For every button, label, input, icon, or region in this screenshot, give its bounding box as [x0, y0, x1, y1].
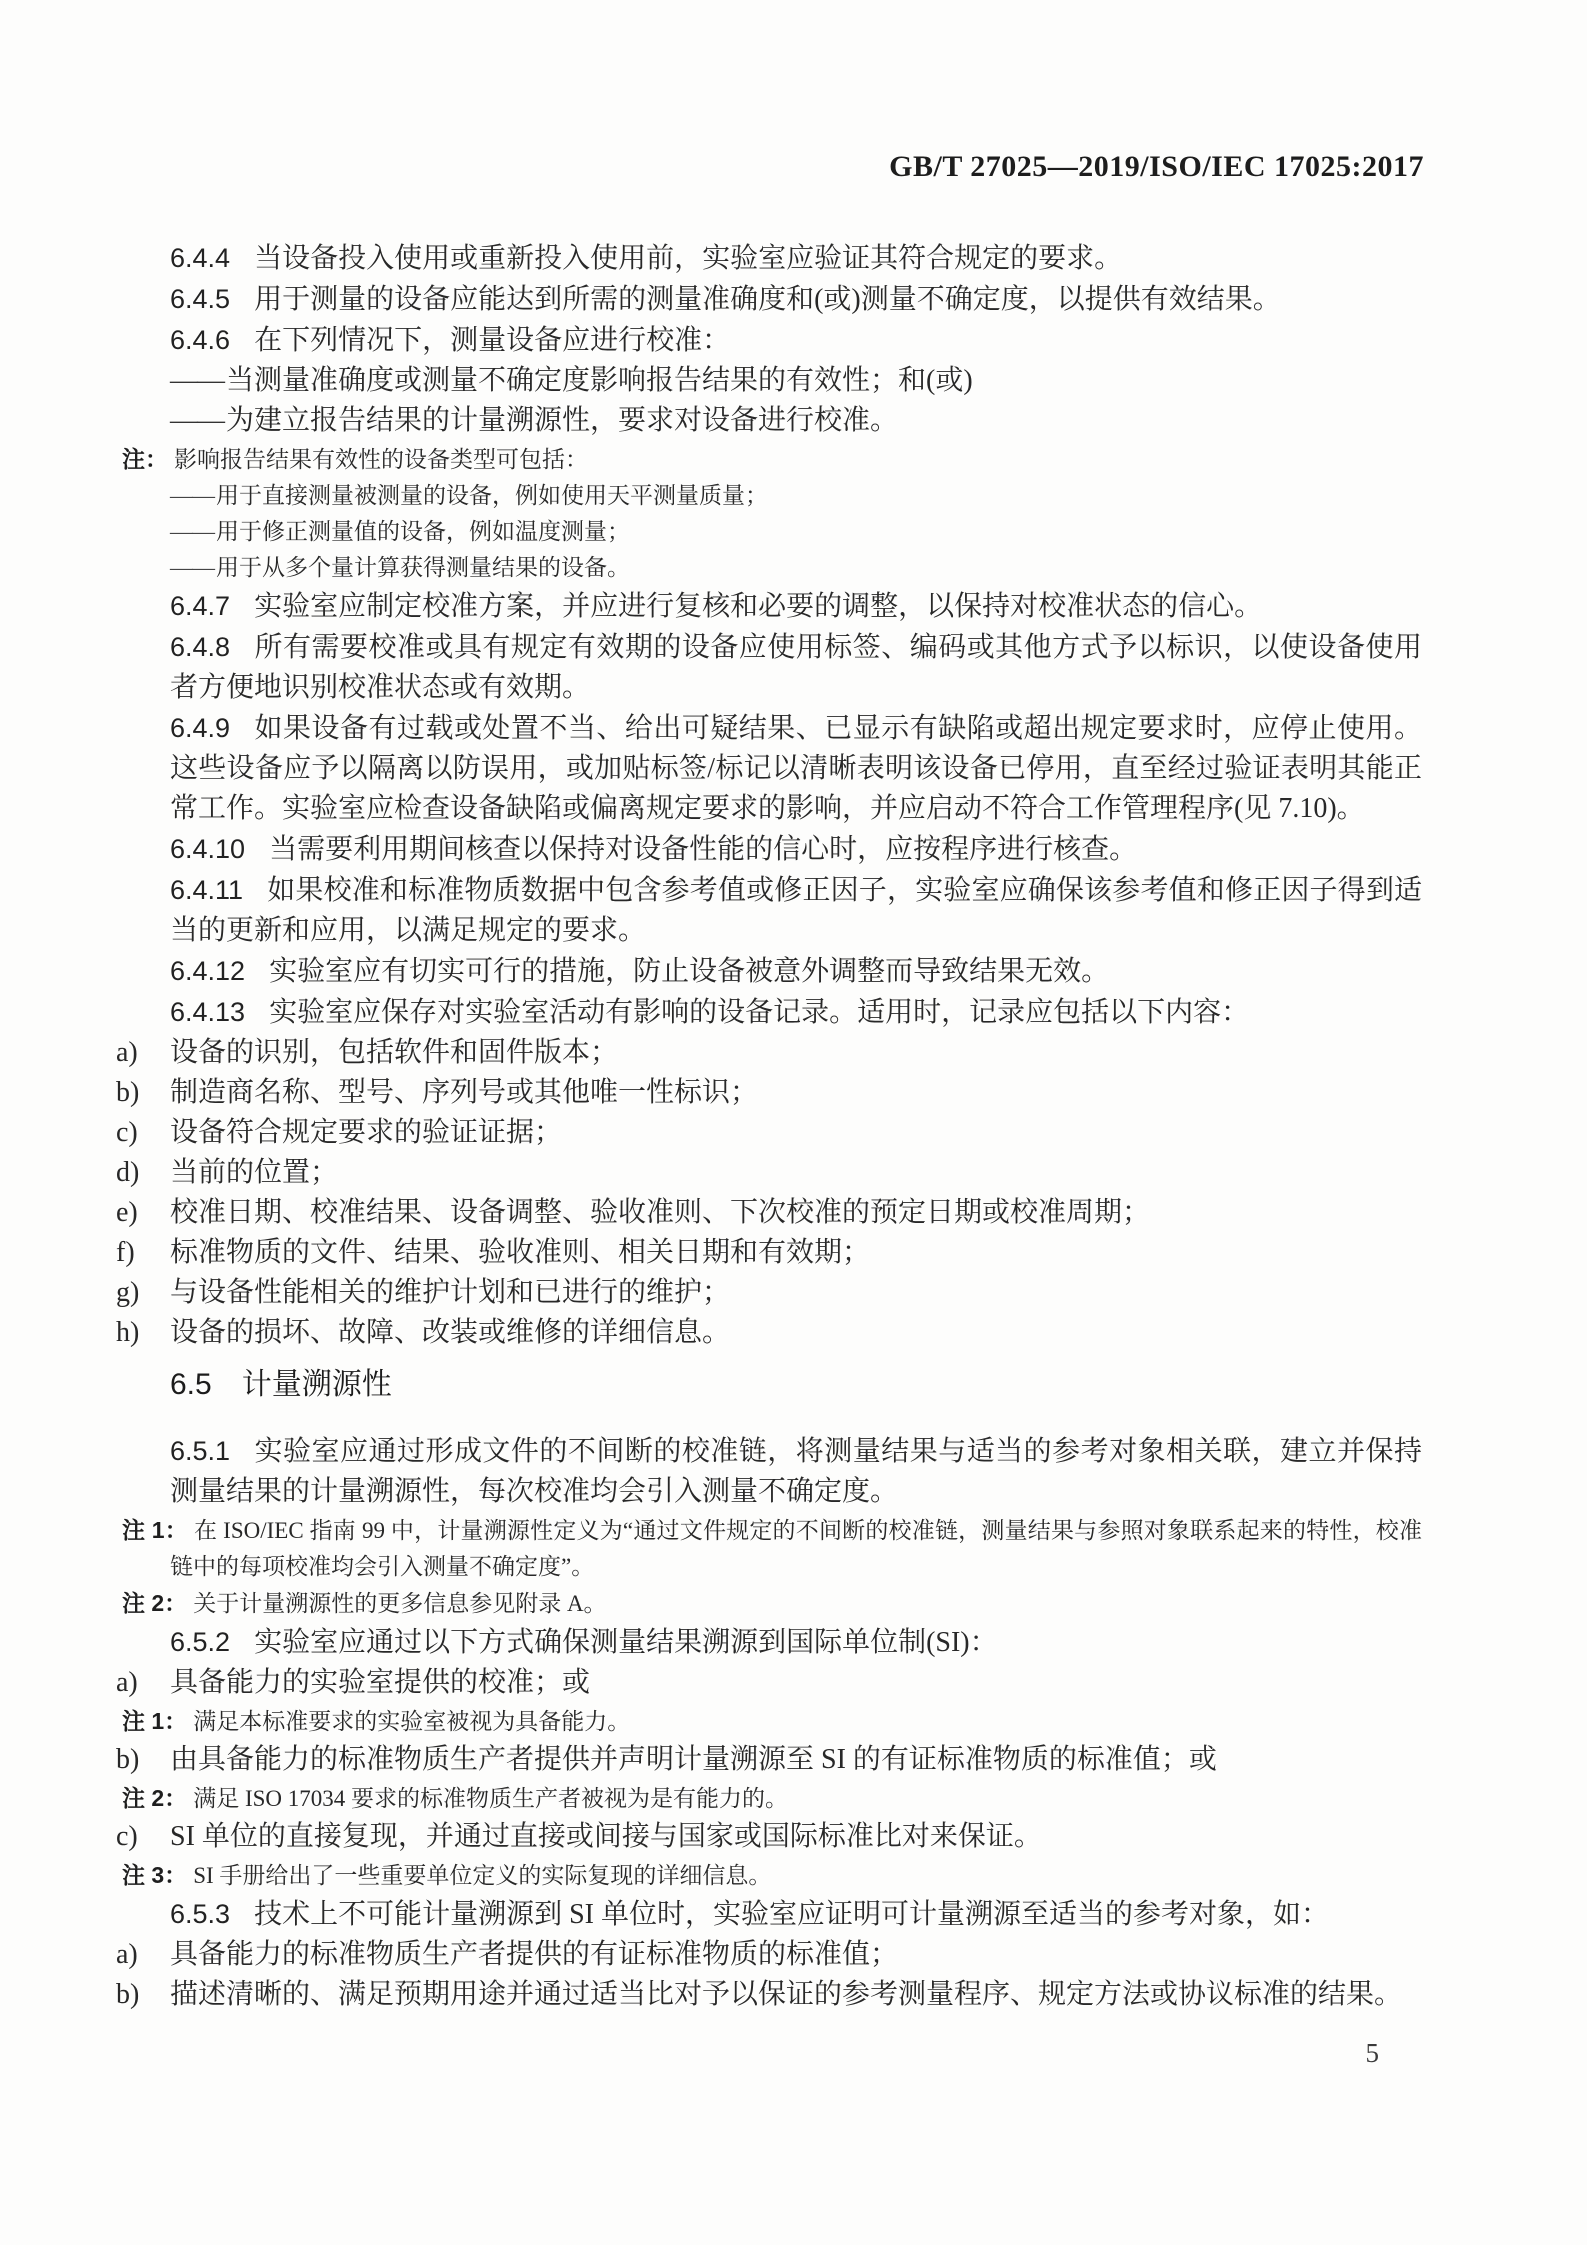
note [122, 1857, 1422, 1894]
lettered-list-item [116, 1663, 1422, 1703]
letter-item-label: b) [116, 1979, 140, 2010]
clause-text: 实验室应通过形成文件的不间断的校准链，将测量结果与适当的参考对象相关联，建立并保持测量结果的计量溯源性，每次校准均会引入测量不确定度。 [170, 1436, 1422, 1507]
clause-text: 当需要利用期间核查以保持对设备性能的信心时，应按程序进行核查。 [269, 834, 1138, 865]
dash-mark: —— [170, 483, 214, 508]
dash-list-item [170, 361, 1422, 401]
dash-mark: —— [170, 555, 214, 580]
note [122, 1512, 1422, 1585]
clause-text: 在下列情况下，测量设备应进行校准： [254, 325, 731, 356]
clause-number: 6.4.13 [170, 997, 246, 1027]
clause-6.5.2 [170, 1622, 1422, 1663]
clause-number: 6.4.6 [170, 325, 231, 355]
note-dash-item-text: 用于修正测量值的设备，例如温度测量； [216, 519, 630, 544]
note-text: 关于计量溯源性的更多信息参见附录 A。 [193, 1591, 607, 1616]
note-text: 影响报告结果有效性的设备类型可包括： [174, 447, 588, 472]
letter-item-text: 设备的识别，包括软件和固件版本； [170, 1037, 619, 1068]
note-label: 注： [122, 446, 168, 472]
note [122, 1703, 1422, 1740]
lettered-list-item [116, 1073, 1422, 1113]
lettered-list-item [116, 1153, 1422, 1193]
lettered-list-item [116, 1193, 1422, 1233]
note-text: 满足本标准要求的实验室被视为具备能力。 [193, 1709, 631, 1734]
clause-number: 6.4.4 [170, 243, 231, 273]
clause-number: 6.4.12 [170, 956, 246, 986]
clause-6.4.10 [170, 829, 1422, 870]
note [122, 441, 1422, 478]
letter-item-label: a) [116, 1667, 138, 1698]
clause-6.4.9 [170, 708, 1422, 829]
note-dash-list-item [170, 478, 1422, 514]
clause-number: 6.4.9 [170, 713, 231, 743]
letter-item-text: 校准日期、校准结果、设备调整、验收准则、下次校准的预定日期或校准周期； [170, 1197, 1151, 1228]
letter-item-text: 制造商名称、型号、序列号或其他唯一性标识； [170, 1077, 759, 1108]
clause-6.4.5 [170, 279, 1422, 320]
clause-6.4.4 [170, 238, 1422, 279]
clause-number: 6.5.3 [170, 1899, 231, 1929]
heading-number: 6.5 [170, 1368, 212, 1401]
clause-number: 6.5.2 [170, 1627, 231, 1657]
note-label: 注 2： [122, 1590, 188, 1616]
clause-6.4.12 [170, 951, 1422, 992]
document-body [116, 238, 1422, 2015]
letter-item-text: 标准物质的文件、结果、验收准则、相关日期和有效期； [170, 1237, 871, 1268]
clause-number: 6.4.11 [170, 875, 244, 905]
clause-6.4.6 [170, 320, 1422, 361]
lettered-list-item [116, 1273, 1422, 1313]
clause-6.5.1 [170, 1431, 1422, 1512]
lettered-list-item [116, 1233, 1422, 1273]
letter-item-text: 与设备性能相关的维护计划和已进行的维护； [170, 1277, 731, 1308]
clause-text: 技术上不可能计量溯源到 SI 单位时，实验室应证明可计量溯源至适当的参考对象，如： [254, 1899, 1329, 1930]
letter-item-label: b) [116, 1077, 140, 1108]
clause-6.5.3 [170, 1894, 1422, 1935]
letter-item-label: b) [116, 1744, 140, 1775]
letter-item-text: 当前的位置； [170, 1157, 339, 1188]
lettered-list-item [116, 1817, 1422, 1857]
letter-item-text: 具备能力的标准物质生产者提供的有证标准物质的标准值； [170, 1939, 899, 1970]
clause-text: 实验室应通过以下方式确保测量结果溯源到国际单位制(SI)： [254, 1627, 998, 1658]
letter-item-label: c) [116, 1117, 138, 1148]
note [122, 1585, 1422, 1622]
clause-6.4.7 [170, 586, 1422, 627]
heading-title: 计量溯源性 [241, 1368, 392, 1401]
dash-mark: —— [170, 405, 224, 436]
lettered-list-item [116, 1033, 1422, 1073]
letter-item-text: 具备能力的实验室提供的校准；或 [170, 1667, 591, 1698]
clause-text: 实验室应保存对实验室活动有影响的设备记录。适用时，记录应包括以下内容： [269, 997, 1250, 1028]
page-number: 5 [1365, 2038, 1379, 2068]
letter-item-label: a) [116, 1939, 138, 1970]
clause-text: 如果校准和标准物质数据中包含参考值或修正因子，实验室应确保该参考值和修正因子得到适当的更新和应用，以满足规定的要求。 [170, 875, 1422, 946]
note-dash-list-item [170, 514, 1422, 550]
note-label: 注 1： [122, 1708, 188, 1734]
standard-code-header: GB/T 27025—2019/ISO/IEC 17025:2017 [889, 150, 1424, 183]
letter-item-text: 由具备能力的标准物质生产者提供并声明计量溯源至 SI 的有证标准物质的标准值；或 [170, 1744, 1217, 1775]
section-heading [170, 1365, 1422, 1405]
clause-number: 6.5.1 [170, 1436, 231, 1466]
note-text: SI 手册给出了一些重要单位定义的实际复现的详细信息。 [193, 1863, 772, 1888]
dash-item-text: 为建立报告结果的计量溯源性，要求对设备进行校准。 [226, 405, 899, 436]
note-label: 注 2： [122, 1785, 188, 1811]
clause-6.4.11 [170, 870, 1422, 951]
clause-text: 实验室应制定校准方案，并应进行复核和必要的调整，以保持对校准状态的信心。 [254, 591, 1263, 622]
lettered-list-item [116, 1740, 1422, 1780]
letter-item-text: 设备的损坏、故障、改装或维修的详细信息。 [170, 1317, 731, 1348]
letter-item-label: a) [116, 1037, 138, 1068]
dash-item-text: 当测量准确度或测量不确定度影响报告结果的有效性；和(或) [226, 365, 973, 396]
letter-item-label: d) [116, 1157, 140, 1188]
dash-mark: —— [170, 365, 224, 396]
letter-item-text: 设备符合规定要求的验证证据； [170, 1117, 563, 1148]
letter-item-text: SI 单位的直接复现，并通过直接或间接与国家或国际标准比对来保证。 [170, 1821, 1042, 1852]
note-dash-list-item [170, 550, 1422, 586]
lettered-list-item [116, 1935, 1422, 1975]
note-label: 注 1： [122, 1517, 188, 1543]
dash-list-item [170, 401, 1422, 441]
clause-number: 6.4.5 [170, 284, 231, 314]
letter-item-text: 描述清晰的、满足预期用途并通过适当比对予以保证的参考测量程序、规定方法或协议标准的结果。 [170, 1979, 1403, 2010]
dash-mark: —— [170, 519, 214, 544]
clause-text: 如果设备有过载或处置不当、给出可疑结果、已显示有缺陷或超出规定要求时，应停止使用。这些设备应予以隔离以防误用，或加贴标签/标记以清晰表明该设备已停用，直至经过验证表明其能正常工作。实验室应检查设备缺陷或偏离规定要求的影响，并应启动不符合工作管理程序(见 7.10)。 [170, 713, 1422, 824]
clause-6.4.8 [170, 627, 1422, 708]
clause-number: 6.4.7 [170, 591, 231, 621]
lettered-list-item [116, 1113, 1422, 1153]
letter-item-label: e) [116, 1197, 138, 1228]
clause-text: 所有需要校准或具有规定有效期的设备应使用标签、编码或其他方式予以标识，以使设备使用者方便地识别校准状态或有效期。 [170, 632, 1422, 703]
clause-text: 用于测量的设备应能达到所需的测量准确度和(或)测量不确定度，以提供有效结果。 [254, 284, 1281, 315]
lettered-list-item [116, 1975, 1422, 2015]
clause-text: 当设备投入使用或重新投入使用前，实验室应验证其符合规定的要求。 [254, 243, 1123, 274]
letter-item-label: f) [116, 1237, 135, 1268]
note-dash-item-text: 用于从多个量计算获得测量结果的设备。 [216, 555, 630, 580]
letter-item-label: h) [116, 1317, 140, 1348]
clause-6.4.13 [170, 992, 1422, 1033]
note [122, 1780, 1422, 1817]
clause-text: 实验室应有切实可行的措施，防止设备被意外调整而导致结果无效。 [269, 956, 1110, 987]
clause-number: 6.4.10 [170, 834, 246, 864]
letter-item-label: c) [116, 1821, 138, 1852]
letter-item-label: g) [116, 1277, 140, 1308]
note-text: 在 ISO/IEC 指南 99 中，计量溯源性定义为“通过文件规定的不间断的校准链，测量结果与参照对象联系起来的特性，校准链中的每项校准均会引入测量不确定度”。 [170, 1518, 1422, 1579]
note-text: 满足 ISO 17034 要求的标准物质生产者被视为是有能力的。 [193, 1786, 788, 1811]
note-dash-item-text: 用于直接测量被测量的设备，例如使用天平测量质量； [216, 483, 768, 508]
clause-number: 6.4.8 [170, 632, 231, 662]
note-label: 注 3： [122, 1862, 188, 1888]
lettered-list-item [116, 1313, 1422, 1353]
